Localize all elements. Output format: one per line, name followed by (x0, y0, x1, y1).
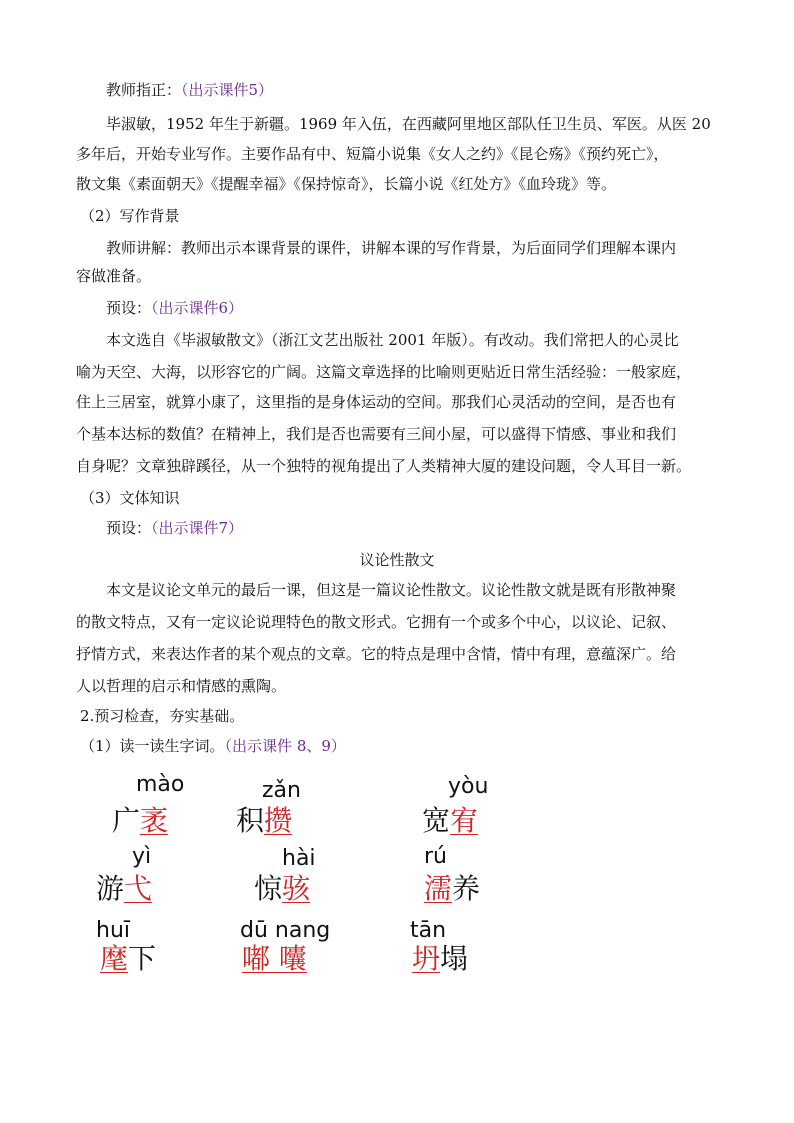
pinyin: mào (136, 772, 185, 797)
courseware-cue: （出示课件 8、9） (224, 737, 346, 755)
target-character: 坍 (412, 942, 441, 975)
genre-title: 议论性散文 (359, 551, 435, 569)
paragraph-line: 抒情方式，来表达作者的某个观点的文章。它的特点是理中含情，情中有理，意蕴深广。给 (76, 645, 677, 663)
vocab-word: 积攒 (236, 804, 293, 837)
pinyin: zǎn (262, 778, 301, 803)
target-character: 攒 (264, 804, 293, 837)
vocab-word: 惊骇 (254, 872, 311, 905)
section-heading: 2.预习检查，夯实基础。 (80, 707, 245, 725)
target-character: 骇 (282, 872, 311, 905)
pinyin: huī (96, 918, 130, 943)
courseware-cue: （出示课件6） (151, 299, 244, 317)
vocab-word: 宽宥 (422, 804, 479, 837)
section-heading: （2）写作背景 (80, 207, 180, 225)
vocab-word: 坍塌 (412, 942, 469, 975)
target-character: 濡 (424, 872, 453, 905)
target-character: 弋 (124, 872, 153, 905)
preset-label: 预设： (106, 299, 152, 317)
preset-label: 预设： (106, 519, 152, 537)
paragraph-line: 个基本达标的数值？在精神上，我们是否也需要有三间小屋，可以盛得下情感、事业和我们 (76, 425, 677, 443)
pinyin: yòu (448, 774, 489, 799)
author-bio-line: 多年后，开始专业写作。主要作品有中、短篇小说集《女人之约》《昆仑殇》《预约死亡》， (76, 145, 669, 163)
paragraph-line: 自身呢？文章独辟蹊径，从一个独特的视角提出了人类精神大厦的建设问题，令人耳目一新。 (76, 457, 692, 475)
pinyin: rú (424, 844, 447, 869)
author-bio-line: 毕淑敏，1952 年生于新疆。1969 年入伍，在西藏阿里地区部队任卫生员、军医。从医 20 (106, 115, 711, 133)
courseware-cue: （出示课件7） (151, 519, 244, 537)
vocab-word: 麾下 (100, 942, 157, 975)
paragraph-line: 喻为天空、大海，以形容它的广阔。这篇文章选择的比喻则更贴近日常生活经验：一般家庭， (76, 363, 692, 381)
paragraph-line: 住上三居室，就算小康了，这里指的是身体运动的空间。那我们心灵活动的空间，是否也有 (76, 393, 677, 411)
target-character: 宥 (450, 804, 479, 837)
author-bio-line: 散文集《素面朝天》《提醒幸福》《保持惊奇》，长篇小说《红处方》《血玲珑》等。 (76, 175, 617, 193)
paragraph-line: 人以哲理的启示和情感的熏陶。 (76, 677, 287, 695)
vocab-word (242, 942, 307, 976)
paragraph-line: 本文是议论文单元的最后一课，但这是一篇议论性散文。议论性散文就是既有形散神聚 (106, 581, 677, 599)
paragraph-line: 的散文特点，又有一定议论说理特色的散文形式。它拥有一个或多个中心，以议论、记叙、 (76, 613, 677, 631)
paragraph-line: 本文选自《毕淑敏散文》（浙江文艺出版社 2001 年版）。有改动。我们常把人的心灵比 (106, 331, 679, 349)
section-heading: （3）文体知识 (80, 489, 180, 507)
pinyin: hài (282, 846, 316, 871)
vocab-word: 游弋 (96, 872, 153, 905)
subsection-label: （1）读一读生字词。 (80, 737, 225, 755)
courseware-cue: （出示课件5） (181, 81, 274, 99)
target-character: 嘟 囔 (242, 942, 307, 975)
paragraph-line: 教师讲解：教师出示本课背景的课件，讲解本课的写作背景，为后面同学们理解本课内 (106, 239, 677, 257)
pinyin: yì (132, 844, 152, 869)
teacher-correct-label: 教师指正： (106, 81, 182, 99)
pinyin: dū nang (240, 918, 331, 943)
vocab-word: 广袤 (112, 804, 169, 837)
paragraph-line: 容做准备。 (76, 267, 152, 285)
vocab-word: 濡养 (424, 872, 481, 905)
target-character: 麾 (100, 942, 129, 975)
pinyin: tān (410, 918, 447, 943)
target-character: 袤 (140, 804, 169, 837)
